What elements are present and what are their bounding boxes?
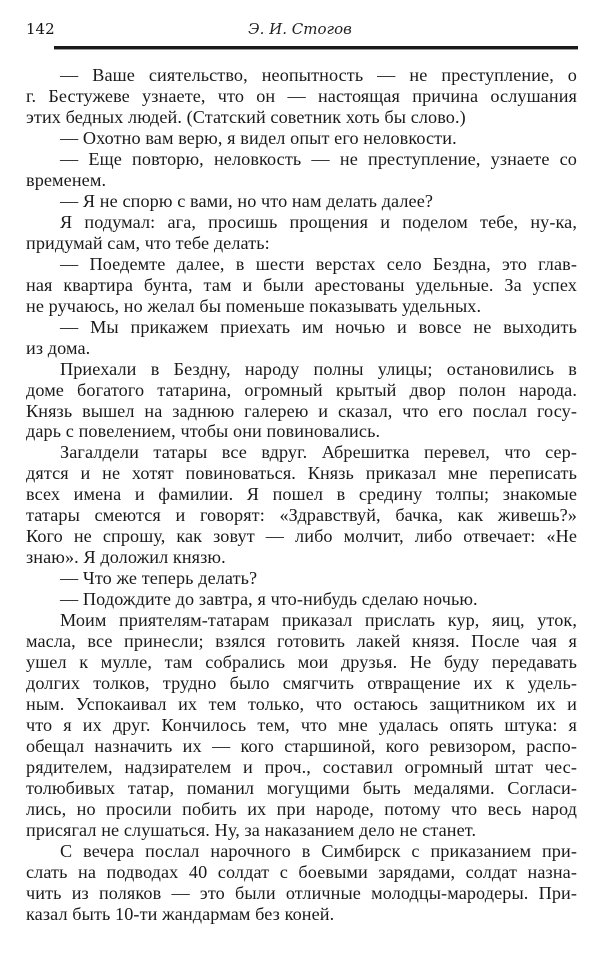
text-line: казал быть 10-ти жандармам без коней. bbox=[26, 903, 335, 924]
text-line: — Я не спорю с вами, но что нам делать далее? bbox=[60, 190, 434, 211]
text-line: рядителем, надзирателем и проч., составил огромный штат чес- bbox=[26, 756, 577, 777]
text-line: ным. Успокаивал их тем только, что остаюсь защитником их и bbox=[26, 694, 577, 715]
text-line: Приехали в Бездну, народу полны улицы; остановились в bbox=[60, 358, 577, 379]
header-rule bbox=[54, 46, 578, 50]
text-line: татары смеются и говорят: «Здравствуй, бачка, как живешь?» bbox=[26, 505, 577, 526]
text-line: Кого не спрошу, как зовут — либо молчит, либо отвечает: «Не bbox=[26, 526, 577, 547]
text-line: этих бедных людей. (Статский советник хоть бы слово.) bbox=[26, 106, 466, 127]
text-line: Князь вышел на заднюю галерею и сказал, что его послал госу- bbox=[26, 400, 577, 421]
text-line: лись, но просили побить их при народе, потому что весь народ bbox=[26, 798, 577, 819]
text-line: знаю». Я доложил князю. bbox=[26, 547, 226, 568]
text-line: присягал не слушаться. Ну, за наказанием дело не станет. bbox=[26, 819, 477, 840]
text-line: дятся и не хотят повиноваться. Князь приказал мне переписать bbox=[26, 463, 577, 484]
text-line: ная квартира бунта, там и были арестованы удельные. За успех bbox=[26, 274, 577, 295]
text-line: из дома. bbox=[26, 337, 91, 358]
body-text bbox=[26, 65, 577, 925]
text-line: — Подождите до завтра, я что-нибудь сделаю ночью. bbox=[60, 589, 478, 610]
text-line: С вечера послал нарочного в Симбирск с приказанием при- bbox=[60, 840, 577, 861]
text-line: масла, все принесли; взялся готовить лакей князя. После чая я bbox=[26, 631, 577, 652]
text-line: Моим приятелям-татарам приказал прислать кур, яиц, уток, bbox=[60, 610, 577, 631]
text-line: что я их друг. Кончилось тем, что мне удалась опять штука: я bbox=[26, 715, 577, 736]
text-line: слать на подводах 40 солдат с боевыми зарядами, солдат назна- bbox=[26, 861, 577, 882]
text-line: — Мы прикажем приехать им ночью и вовсе не выходить bbox=[60, 316, 577, 337]
text-line: — Еще повторю, неловкость — не преступление, узнаете со bbox=[60, 148, 577, 169]
text-line: временем. bbox=[26, 169, 107, 190]
text-line: чить из поляков — это были отличные молодцы-мародеры. При- bbox=[26, 882, 577, 903]
text-line: ушел к мулле, там собрались мои друзья. Не буду передавать bbox=[26, 652, 577, 673]
page-number: 142 bbox=[26, 20, 55, 38]
text-line: — Ваше сиятельство, неопытность — не преступление, о bbox=[60, 65, 577, 85]
text-line: всех имена и фамилии. Я пошел в средину толпы; знакомые bbox=[26, 484, 577, 505]
text-line: толюбивых татар, поманил могущими быть медалями. Согласи- bbox=[26, 777, 577, 798]
text-line: — Поедемте далее, в шести верстах село Бездна, это глав- bbox=[60, 253, 577, 274]
text-line: долгих толков, трудно было смягчить отвращение их к удель- bbox=[26, 673, 577, 694]
text-line: — Что же теперь делать? bbox=[60, 568, 258, 589]
text-line: доме богатого татарина, огромный крытый двор полон народа. bbox=[26, 379, 577, 400]
text-line: придумай сам, что тебе делать: bbox=[26, 232, 270, 253]
text-line: — Охотно вам верю, я видел опыт его неловкости. bbox=[60, 127, 457, 148]
text-line: дарь с повелением, чтобы они повиновались. bbox=[26, 421, 381, 442]
text-line: Я подумал: ага, просишь прощения и поделом тебе, ну-ка, bbox=[60, 211, 577, 232]
text-line: г. Бестужеве узнаете, что он — настоящая причина ослушания bbox=[26, 85, 577, 106]
text-line: Загалдели татары все вдруг. Абрешитка перевел, что сер- bbox=[60, 442, 577, 463]
running-head: Э. И. Стогов bbox=[248, 20, 352, 38]
text-line: обещал назначить их — кого старшиной, кого ревизором, распо- bbox=[26, 736, 577, 756]
text-line: не ручаюсь, но желал бы поменьше показывать удельных. bbox=[26, 295, 482, 316]
